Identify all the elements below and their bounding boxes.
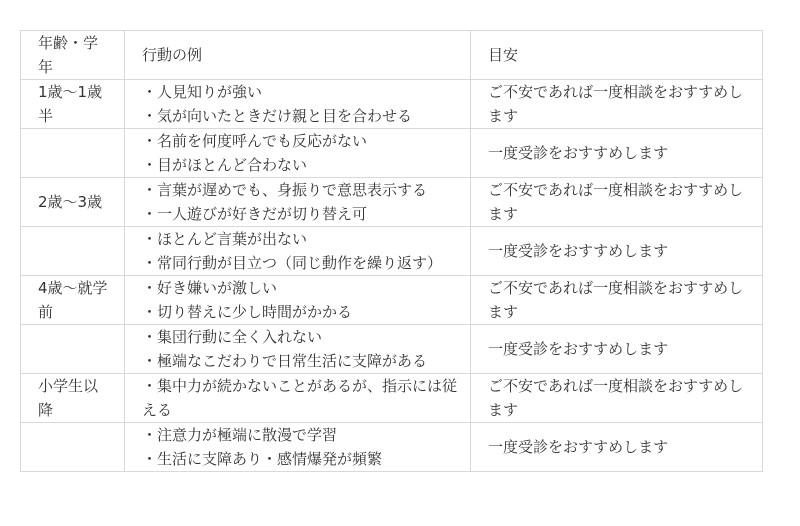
age-cell: 2歳〜3歳 xyxy=(21,178,125,227)
guide-cell: 一度受診をおすすめします xyxy=(471,129,763,178)
age-cell xyxy=(21,325,125,374)
header-guide: 目安 xyxy=(471,31,763,80)
guide-cell: 一度受診をおすすめします xyxy=(471,423,763,472)
table-row xyxy=(21,325,763,374)
guide-cell: ご不安であれば一度相談をおすすめします xyxy=(471,80,763,129)
behavior-cell xyxy=(125,80,471,129)
behavior-item: ・注意力が極端に散漫で学習 xyxy=(142,426,338,444)
age-cell: 4歳〜就学前 xyxy=(21,276,125,325)
behavior-item: ・極端なこだわりで日常生活に支障がある xyxy=(142,352,428,370)
behavior-item: ・一人遊びが好きだが切り替え可 xyxy=(142,205,368,223)
behavior-item: ・生活に支障あり・感情爆発が頻繁 xyxy=(142,450,383,468)
behavior-item: ・集中力が続かないことがあるが、指示には従える xyxy=(142,377,458,419)
table-row xyxy=(21,276,763,325)
behavior-cell xyxy=(125,374,471,423)
table-row xyxy=(21,129,763,178)
behavior-item: ・常同行動が目立つ（同じ動作を繰り返す） xyxy=(142,254,443,272)
age-cell: 1歳〜1歳半 xyxy=(21,80,125,129)
guide-cell: 一度受診をおすすめします xyxy=(471,227,763,276)
behavior-item: ・切り替えに少し時間がかかる xyxy=(142,303,353,321)
behavior-item: ・ほとんど言葉が出ない xyxy=(142,230,308,248)
guide-cell: 一度受診をおすすめします xyxy=(471,325,763,374)
behavior-cell xyxy=(125,129,471,178)
table-row xyxy=(21,423,763,472)
behavior-item: ・好き嫌いが激しい xyxy=(142,279,278,297)
behavior-item: ・集団行動に全く入れない xyxy=(142,328,323,346)
header-age: 年齢・学年 xyxy=(21,31,125,80)
behavior-cell xyxy=(125,325,471,374)
table-row xyxy=(21,80,763,129)
behavior-item: ・言葉が遅めでも、身振りで意思表示する xyxy=(142,181,428,199)
header-row xyxy=(21,31,763,80)
table-body xyxy=(21,80,763,472)
age-cell xyxy=(21,129,125,178)
guide-cell: ご不安であれば一度相談をおすすめします xyxy=(471,178,763,227)
guidance-table xyxy=(20,30,763,472)
behavior-cell xyxy=(125,227,471,276)
table-row xyxy=(21,178,763,227)
age-cell xyxy=(21,227,125,276)
guide-cell: ご不安であれば一度相談をおすすめします xyxy=(471,276,763,325)
behavior-cell xyxy=(125,276,471,325)
guide-cell: ご不安であれば一度相談をおすすめします xyxy=(471,374,763,423)
behavior-item: ・気が向いたときだけ親と目を合わせる xyxy=(142,107,413,125)
behavior-item: ・人見知りが強い xyxy=(142,83,263,101)
behavior-cell xyxy=(125,423,471,472)
table-row xyxy=(21,227,763,276)
age-cell xyxy=(21,423,125,472)
behavior-item: ・名前を何度呼んでも反応がない xyxy=(142,132,368,150)
age-cell: 小学生以降 xyxy=(21,374,125,423)
behavior-item: ・目がほとんど合わない xyxy=(142,156,308,174)
behavior-cell xyxy=(125,178,471,227)
table-row xyxy=(21,374,763,423)
header-behavior: 行動の例 xyxy=(125,31,471,80)
